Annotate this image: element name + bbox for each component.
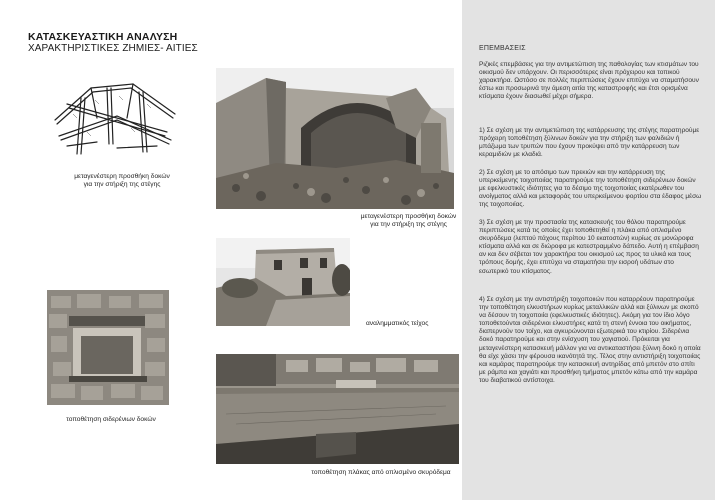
paragraph-2: 2) Σε σχέση με το απόσιμο των πρεκιών και την κατάρρευση της υπερκείμενης τοιχοποιίας παρατηρούμε την τοποθέτηση σιδερένιων δοκών με εφελκυστικές ιδιότητες για το δέσιμο της τοιχοποιίας εκατέρωθεν του ανοίγματος αλλά και μεταφοράς του υπερκείμενου φορτίου στα έδαφος μέσω της τοιχοποιίας. xyxy=(479,169,702,209)
intro-paragraph: Ριζικές επεμβάσεις για την αντιμετώπιση της παθολογίας των κτισμάτων του οικισμού δεν υπάρχουν. Οι περισσότερες είναι πρόχειρου και τοπικού χαρακτήρα. Ωστόσο σε πολλές περιπτώσεις έχουν επιτύχει να σταματήσουν έστω και προσωρινά την άμεση αιτία της καταστροφής και έτσι ορισμένα κτίσματα έχουν διασωθεί μέχρι σήμερα. xyxy=(479,61,699,101)
house-caption: αναλημματικός τείχος xyxy=(366,320,429,327)
ruin-caption: μεταγενέστερη προσθήκη δοκών για την στήριξη της στέγης xyxy=(360,213,457,228)
sketch-caption: μεταγενέστερη προσθήκη δοκών για την στήριξη της στέγης xyxy=(74,173,170,188)
page-title: ΚΑΤΑΣΚΕΥΑΣΤΙΚΗ ΑΝΑΛΥΣΗ xyxy=(28,31,178,43)
house-retaining-wall-photo xyxy=(216,238,350,326)
slab-caption: τοποθέτηση πλάκας από οπλισμένο σκυρόδεμα xyxy=(311,469,451,476)
paragraph-4: 4) Σε σχέση με την αντιστήριξη τοιχοποιιών που καταρρέουν παρατηρούμε την τοποθέτηση ελκυστήρων κυρίως μεταλλικών αλλά και ξύλινων με σκοπό να δέσουν τη τοιχοποιία (εφελκυστικές ιδιότητες). Ακόμη για τον ίδιο λόγο τοποθετούνται σιδερένιοι ελκυστήρες κατά τη στενή έννοια του οικήματος, διαπερνούν τον τοίχο, και αγκυρώνονται εξωτερικά του κτιρίου. Σιδερένια δοκό παρατηρούμε και στην ενίσχυση του χαγιατιού. Πρόκειται για μεταγενέστερη κατασκευή μάλλον για να αντικαταστήσει ξύλινη δοκό η οποία θα είχε χάσει την φέρουσα ικανότητά της. Τέλος στην αντιστήριξη τοιχοποιίας και καμάρας παρατηρούμε την κατασκευή αντηρίδας από μπετόν στο σπίτι με ράμπα και χαγιάτι και προσθήκη τμήματος μπετόν κάτω από την καμάρα του διαβατικού αντίστοιχα. xyxy=(479,296,701,384)
ruined-building-photo xyxy=(216,68,454,209)
concrete-slab-photo xyxy=(216,354,459,464)
roof-beams-sketch xyxy=(47,74,183,160)
paragraph-3: 3) Σε σχέση με την προστασία της κατασκευής του θόλου παρατηρούμε περιπτώσεις κατά τις οποίες έχει τοποθετηθεί η πλάκα από οπλισμένο σκυρόδεμα (λεπτού πάχους περίπου 10 εκατοστών) κυρίως σε μονώροφα κτίσματα αλλά και σε διώροφα με κατεστραμμένο δάπεδο. Αυτή η επέμβαση αν και δεν σέβεται τον χαρακτήρα του οικισμού ως προς τα υλικά και τους τρόπους δομής, έχει επιτύχει να σταματήσει την εισροή υδάτων στο εσωτερικό του κτίσματος. xyxy=(479,219,699,275)
interventions-heading: ΕΠΕΜΒΑΣΕΙΣ xyxy=(479,45,526,52)
page-subtitle: ΧΑΡΑΚΤΗΡΙΣΤΙΚΕΣ ΖΗΜΙΕΣ- ΑΙΤΙΕΣ xyxy=(28,43,198,54)
paragraph-1: 1) Σε σχέση με την αντιμετώπιση της κατάρρευσης της στέγης παρατηρούμε πρόχειρη τοποθέτηση ξύλινων δοκών για την στήριξη των φαλιδιών ή μπάζωμα των τρυπών που έχουν προκύψει από την κατάρρευση των κεραμιδιών με κλαδιά. xyxy=(479,127,700,159)
window-iron-beams-photo xyxy=(47,290,169,405)
window-caption: τοποθέτηση σιδερένιων δοκών xyxy=(66,416,156,423)
